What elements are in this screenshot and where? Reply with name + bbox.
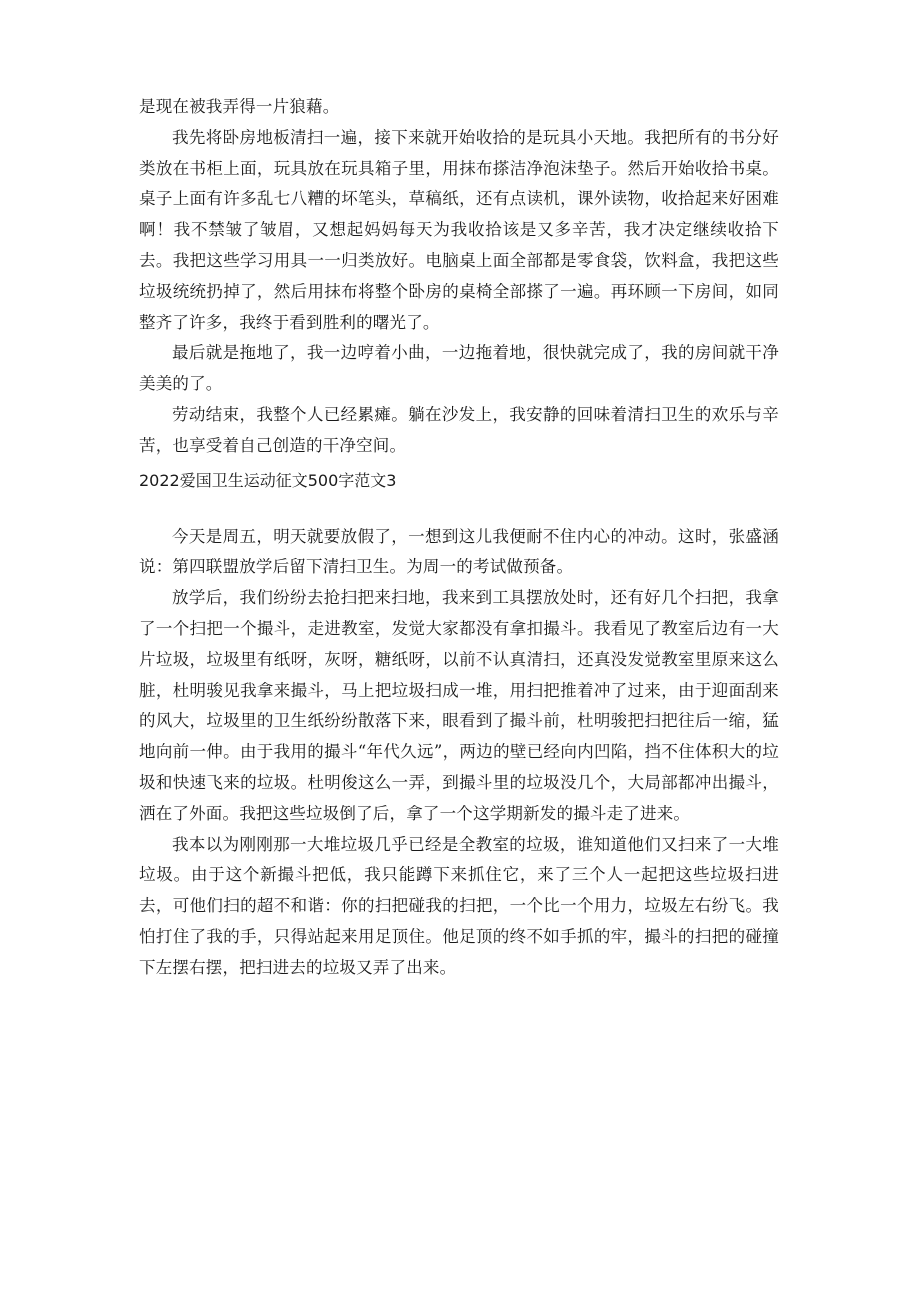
essay-title: 2022爱国卫生运动征文500字范文3 — [139, 470, 397, 490]
paragraph-mopping: 最后就是拖地了，我一边哼着小曲，一边拖着地，很快就完成了，我的房间就干净美美的了。 — [139, 343, 779, 394]
paragraph-after-school: 放学后，我们纷纷去抢扫把来扫地，我来到工具摆放处时，还有好几个扫把，我拿了一个扫把一个撮斗，走进教室，发觉大家都没有拿扣撮斗。我看见了教室后边有一大片垃圾，垃圾里有纸呀，灰呀，糖纸呀，以前不认真清扫，还真没发觉教室里原来这么脏，杜明骏见我拿来撮斗，马上把垃圾扫成一堆，用扫把推着冲了过来，由于迎面刮来的风大，垃圾里的卫生纸纷纷散落下来，眼看到了撮斗前，杜明骏把扫把往后一缩，猛地向前一伸。由于我用的撮斗“年代久远”，两边的壁已经向内凹陷，挡不住体积大的垃圾和快速飞来的垃圾。杜明俊这么一弄，到撮斗里的垃圾没几个，大局部都冲出撮斗，洒在了外面。我把这些垃圾倒了后，拿了一个这学期新发的撮斗走了进来。 — [139, 588, 779, 823]
paragraph-continuation: 是现在被我弄得一片狼藉。 — [139, 97, 340, 116]
paragraph-friday: 今天是周五，明天就要放假了，一想到这儿我便耐不住内心的冲动。这时，张盛涵说：第四联盟放学后留下清扫卫生。为周一的考试做预备。 — [139, 526, 779, 577]
paragraph-new-dustpan: 我本以为刚刚那一大堆垃圾几乎已经是全教室的垃圾，谁知道他们又扫来了一大堆垃圾。由于这个新撮斗把低，我只能蹲下来抓住它，来了三个人一起把这些垃圾扫进去，可他们扫的超不和谐：你的扫把碰我的扫把，一个比一个用力，垃圾左右纷飞。我怕打住了我的手，只得站起来用足顶住。他足顶的终不如手抓的牢，撮斗的扫把的碰撞下左摆右摆，把扫进去的垃圾又弄了出来。 — [139, 834, 779, 977]
paragraph-cleaning-bedroom: 我先将卧房地板清扫一遍，接下来就开始收拾的是玩具小天地。我把所有的书分好类放在书柜上面，玩具放在玩具箱子里，用抹布搽洁净泡沫垫子。然后开始收拾书桌。桌子上面有许多乱七八糟的坏笔头，草稿纸，还有点读机，课外读物，收拾起来好困难啊！我不禁皱了皱眉，又想起妈妈每天为我收拾该是又多辛苦，我才决定继续收拾下去。我把这些学习用具一一归类放好。电脑桌上面全部都是零食袋，饮料盒，我把这些垃圾统统扔掉了，然后用抹布将整个卧房的桌椅全部搽了一遍。再环顾一下房间，如同整齐了许多，我终于看到胜利的曙光了。 — [139, 127, 779, 332]
document-page — [139, 92, 779, 984]
paragraph-labor-end: 劳动结束，我整个人已经累瘫。躺在沙发上，我安静的回味着清扫卫生的欢乐与辛苦，也享受着自己创造的干净空间。 — [139, 404, 779, 455]
